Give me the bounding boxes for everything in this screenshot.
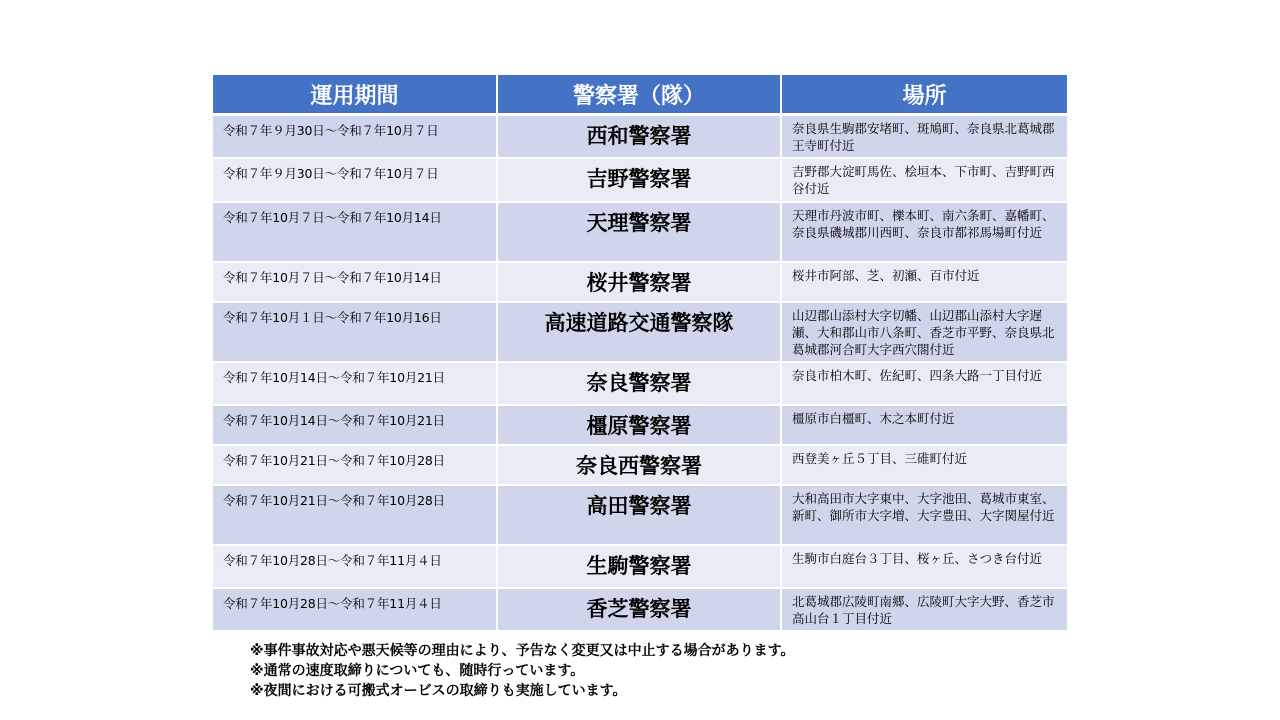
cell-station: 桜井警察署 [497, 262, 781, 302]
cell-place: 天理市丹波市町、櫟本町、南六条町、嘉幡町、奈良県磯城郡川西町、奈良市都祁馬場町付近 [781, 202, 1067, 262]
cell-period: 令和７年10月１日～令和７年10月16日 [213, 302, 497, 362]
table-row [213, 115, 1067, 158]
table-row [213, 405, 1067, 445]
footnote-night-orbis: ※夜間における可搬式オービスの取締りも実施しています。 [250, 683, 627, 699]
cell-station: 西和警察署 [497, 115, 781, 158]
table-row [213, 362, 1067, 405]
cell-station: 吉野警察署 [497, 158, 781, 202]
cell-place: 山辺郡山添村大字切幡、山辺郡山添村大字遅瀬、大和郡山市八条町、香芝市平野、奈良県北葛城郡河合町大字西穴閤付近 [781, 302, 1067, 362]
cell-period: 令和７年10月21日～令和７年10月28日 [213, 445, 497, 485]
footnotes [250, 641, 795, 701]
cell-place: 桜井市阿部、芝、初瀬、百市付近 [781, 262, 1067, 302]
table-row [213, 445, 1067, 485]
cell-place: 吉野郡大淀町馬佐、桧垣本、下市町、吉野町西谷付近 [781, 158, 1067, 202]
cell-station: 橿原警察署 [497, 405, 781, 445]
cell-place: 生駒市白庭台３丁目、桜ヶ丘、さつき台付近 [781, 545, 1067, 588]
cell-place: 北葛城郡広陵町南郷、広陵町大字大野、香芝市高山台１丁目付近 [781, 588, 1067, 631]
cell-place: 奈良県生駒郡安堵町、斑鳩町、奈良県北葛城郡王寺町付近 [781, 115, 1067, 158]
cell-period: 令和７年９月30日～令和７年10月７日 [213, 158, 497, 202]
cell-period: 令和７年10月７日～令和７年10月14日 [213, 202, 497, 262]
cell-place: 大和高田市大字東中、大字池田、葛城市東室、新町、御所市大字増、大字豊田、大字関屋付近 [781, 485, 1067, 545]
cell-station: 奈良西警察署 [497, 445, 781, 485]
cell-place: 西登美ヶ丘５丁目、三碓町付近 [781, 445, 1067, 485]
header-period: 運用期間 [213, 75, 497, 115]
cell-place: 橿原市白橿町、木之本町付近 [781, 405, 1067, 445]
cell-place: 奈良市柏木町、佐紀町、四条大路一丁目付近 [781, 362, 1067, 405]
table-row [213, 588, 1067, 631]
footnote-change-notice: ※事件事故対応や悪天候等の理由により、予告なく変更又は中止する場合があります。 [250, 643, 795, 659]
table-row [213, 202, 1067, 262]
enforcement-schedule-table [213, 75, 1067, 632]
cell-station: 高田警察署 [497, 485, 781, 545]
cell-period: 令和７年９月30日～令和７年10月７日 [213, 115, 497, 158]
cell-period: 令和７年10月21日～令和７年10月28日 [213, 485, 497, 545]
cell-station: 天理警察署 [497, 202, 781, 262]
header-station: 警察署（隊） [497, 75, 781, 115]
table-header-row [213, 75, 1067, 115]
table-row [213, 545, 1067, 588]
table-row [213, 302, 1067, 362]
cell-period: 令和７年10月28日～令和７年11月４日 [213, 588, 497, 631]
footnote-regular-enforcement: ※通常の速度取締りについても、随時行っています。 [250, 663, 585, 679]
table-row [213, 485, 1067, 545]
cell-period: 令和７年10月14日～令和７年10月21日 [213, 405, 497, 445]
cell-station: 香芝警察署 [497, 588, 781, 631]
cell-period: 令和７年10月28日～令和７年11月４日 [213, 545, 497, 588]
header-place: 場所 [781, 75, 1067, 115]
table-row [213, 262, 1067, 302]
cell-period: 令和７年10月７日～令和７年10月14日 [213, 262, 497, 302]
cell-station: 生駒警察署 [497, 545, 781, 588]
cell-period: 令和７年10月14日～令和７年10月21日 [213, 362, 497, 405]
table-row [213, 158, 1067, 202]
cell-station: 奈良警察署 [497, 362, 781, 405]
cell-station: 高速道路交通警察隊 [497, 302, 781, 362]
